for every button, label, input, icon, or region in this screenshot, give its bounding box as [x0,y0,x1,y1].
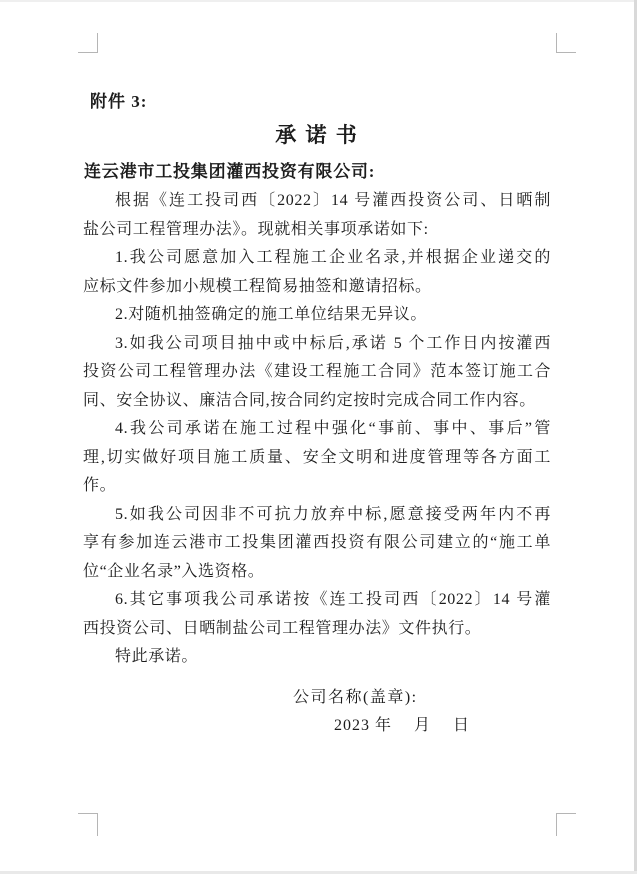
body-line: 2.对随机抽签确定的施工单位结果无异议。 [115,306,428,323]
body-line: 位“企业名录”入选资格。 [83,562,265,580]
body-line: 4.我公司承诺在施工过程中强化“事前、事中、事后”管 [115,420,551,437]
signature-company-label: 公司名称(盖章): [293,689,418,706]
attachment-label: 附件 3: [90,92,148,111]
body-line: 作。 [83,477,117,494]
document-body [83,187,551,672]
body-line: 应标文件参加小规模工程简易抽签和邀请招标。 [83,277,432,295]
body-line: 享有参加连云港市工投集团灌西投资有限公司建立的“施工单 [83,534,551,551]
body-line: 1.我公司愿意加入工程施工企业名录,并根据企业递交的 [115,249,551,266]
crop-mark-bottom-right [556,813,576,836]
body-line: 理,切实做好项目施工质量、安全文明和进度管理等各方面工 [83,448,551,466]
body-line: 5.如我公司因非不可抗力放弃中标,愿意接受两年内不再 [115,505,551,523]
body-line: 根据《连工投司西〔2022〕14 号灌西投资公司、日晒制 [115,192,551,209]
body-line: 同、安全协议、廉洁合同,按合同约定按时完成合同工作内容。 [83,391,536,409]
page-edge-top [0,0,637,2]
body-line: 西投资公司、日晒制盐公司工程管理办法》文件执行。 [83,619,482,637]
body-line: 6.其它事项我公司承诺按《连工投司西〔2022〕14 号灌 [115,591,551,608]
crop-mark-top-left [78,33,98,53]
body-line: 盐公司工程管理办法》。现就相关事项承诺如下: [83,220,429,238]
crop-mark-bottom-left [78,813,98,836]
signature-date-line: 2023 年 月 日 [334,717,471,734]
body-line: 特此承诺。 [115,648,199,665]
document-title: 承 诺 书 [275,123,359,147]
crop-mark-top-right [556,33,576,53]
salutation: 连云港市工投集团灌西投资有限公司: [84,162,376,181]
body-line: 投资公司工程管理办法《建设工程施工合同》范本签订施工合 [83,363,551,380]
body-line: 3.如我公司项目抽中或中标后,承诺 5 个工作日内按灌西 [115,334,551,352]
